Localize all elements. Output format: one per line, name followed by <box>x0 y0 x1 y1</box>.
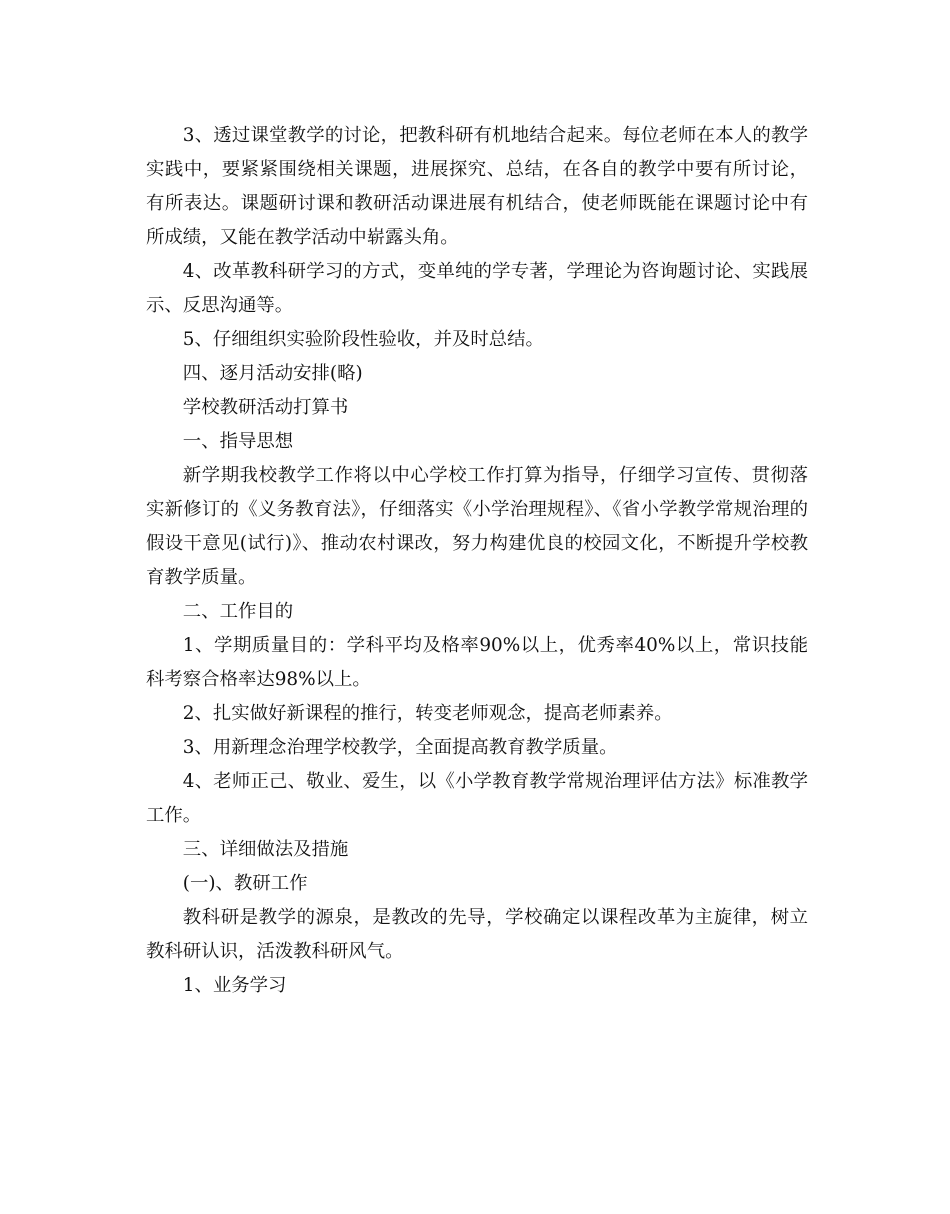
subsection-heading-business-study: 1、业务学习 <box>182 975 287 996</box>
paragraph-goal-4: 4、老师正己、敬业、爱生，以《小学教育教学常规治理评估方法》标准教学工作。 <box>146 771 808 826</box>
paragraph-item-4-text: 4、改革教科研学习的方式，变单纯的学专著，学理论为咨询题讨论、实践展示、反思沟通等。 <box>146 261 808 316</box>
paragraph-goal-1: 1、学期质量目的：学科平均及格率90%以上，优秀率40%以上，常识技能科考察合格率达98%以上。 <box>146 635 808 690</box>
document-subtitle: 学校教研活动打算书 <box>182 397 349 418</box>
section-heading-methods: 三、详细做法及措施 <box>182 839 349 860</box>
paragraph-goal-2: 2、扎实做好新课程的推行，转变老师观念，提高老师素养。 <box>182 703 673 724</box>
paragraph-item-3-text: 3、透过课堂教学的讨论，把教科研有机地结合起来。每位老师在本人的教学实践中，要紧紧围绕相关课题，进展探究、总结，在各自的教学中要有所讨论，有所表达。课题研讨课和教研活动课进展有机结合，使老师既能在课题讨论中有所成绩，又能在教学活动中崭露头角。 <box>146 125 808 248</box>
paragraph-teaching-research: 教科研是教学的源泉，是教改的先导，学校确定以课程改革为主旋律，树立教科研认识，活泼教科研风气。 <box>146 907 808 962</box>
subsection-heading-teaching-research: (一)、教研工作 <box>182 873 308 894</box>
section-heading-work-goals: 二、工作目的 <box>182 601 294 622</box>
paragraph-guiding-thought: 新学期我校教学工作将以中心学校工作打算为指导，仔细学习宣传、贯彻落实新修订的《义务教育法》，仔细落实《小学治理规程》、《省小学教学常规治理的假设干意见(试行)》、推动农村课改，努力构建优良的校园文化，不断提升学校教育教学质量。 <box>146 465 808 588</box>
paragraph-goal-3: 3、用新理念治理学校教学，全面提高教育教学质量。 <box>182 737 618 758</box>
section-heading-monthly-plan: 四、逐月活动安排(略) <box>182 363 363 384</box>
section-heading-guiding-thought: 一、指导思想 <box>182 431 294 452</box>
document-body <box>146 119 808 1003</box>
paragraph-item-5-text: 5、仔细组织实验阶段性验收，并及时总结。 <box>182 329 544 350</box>
